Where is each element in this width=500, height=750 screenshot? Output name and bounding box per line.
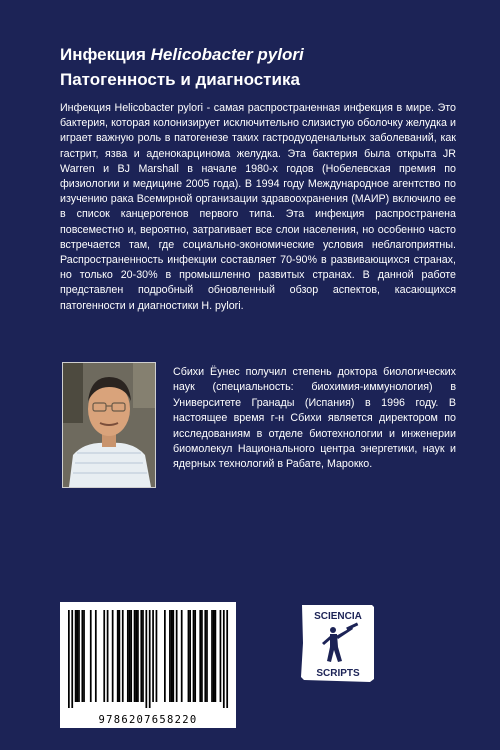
barcode-bar <box>189 610 191 702</box>
barcode-bar <box>134 610 136 702</box>
barcode-bar <box>204 610 206 702</box>
barcode-bar <box>135 610 137 702</box>
barcode-bar <box>181 610 183 702</box>
barcode-bar <box>127 610 129 702</box>
barcode-bar <box>188 610 190 702</box>
barcode-bar <box>78 610 80 702</box>
author-photo <box>62 362 156 488</box>
barcode-bar <box>145 610 147 708</box>
barcode-bar <box>213 610 215 702</box>
barcode-bar <box>220 610 222 702</box>
barcode-bars <box>60 602 236 710</box>
barcode-bar <box>117 610 119 702</box>
barcode-bar <box>215 610 217 702</box>
barcode-bar <box>169 610 171 702</box>
sciencia-scripts-logo <box>300 603 376 683</box>
svg-text:SCRIPTS: SCRIPTS <box>316 668 360 679</box>
isbn-number: 9786207658220 <box>98 714 198 726</box>
barcode-bar <box>81 610 83 702</box>
barcode-bar <box>206 610 208 702</box>
barcode-bar <box>137 610 139 702</box>
barcode-bar <box>211 610 213 702</box>
title-prefix: Инфекция <box>60 45 151 64</box>
svg-text:SCIENCIA: SCIENCIA <box>314 611 362 622</box>
barcode-bar <box>95 610 97 702</box>
barcode-bar <box>90 610 92 702</box>
barcode-bar <box>140 610 142 702</box>
barcode-bar <box>68 610 70 708</box>
barcode-bar <box>130 610 132 702</box>
barcode-bar <box>103 610 105 702</box>
title-line-1 <box>60 42 460 67</box>
barcode-bar <box>119 610 121 702</box>
barcode-bar <box>107 610 109 702</box>
barcode-bar <box>76 610 78 702</box>
barcode-bar <box>156 610 158 702</box>
barcode-bar <box>176 610 178 702</box>
barcode-bar <box>171 610 173 702</box>
barcode-bar <box>152 610 154 702</box>
book-title <box>60 42 460 92</box>
barcode-bar <box>223 610 225 708</box>
barcode-bar <box>199 610 201 702</box>
barcode-bar <box>193 610 195 702</box>
isbn-barcode <box>60 602 236 728</box>
barcode-bar <box>226 610 228 708</box>
barcode-bar <box>164 610 166 702</box>
barcode-bar <box>71 610 73 708</box>
barcode-bar <box>75 610 77 702</box>
title-species: Helicobacter pylori <box>150 45 304 64</box>
barcode-bar <box>142 610 144 702</box>
book-abstract: Инфекция Helicobacter pylori - самая распространенная инфекция в мире. Это бактерия, которая колонизирует исключительно слизистую оболочку желудка и играет важную роль в патогенезе таких гастродуоденальных заболеваний, как гастрит, язва и аденокарцинома желудка. Эта бактерия была открыта JR Warren и BJ Marshall в начале 1980-х годов (Нобелевская премия по физиологии и медицине 2005 года). В 1994 году Международное агентство по изучению рака Всемирной организации здравоохранения (МАИР) включило ее в список канцерогенов первого типа. Эта инфекция распространена повсеместно и, вероятно, затрагивает все слои населения, но особенно часто встречается там, где социально-экономические условия неблагоприятны. Распространенность инфекции составляет 70-90% в развивающихся странах, но только 20-30% в промышленно развитых странах. В данной работе представлен подробный обновленный обзор аспектов, касающихся патогенности и диагностики H. pylori. <box>60 102 456 312</box>
barcode-bar <box>129 610 131 702</box>
barcode-bar <box>149 610 151 708</box>
barcode-bar <box>122 610 124 702</box>
title-line-2: Патогенность и диагностика <box>60 70 300 89</box>
author-bio: Сбихи Ёунес получил степень доктора биологических наук (специальность: биохимия-иммунология) в Университете Гранады (Испания) в 1996 году. В настоящее время г-н Сбихи является директором по исследованиям в отделе биотехнологии и инженерии биомолекул Национального центра энергетики, наук и ядерных технологий в Рабате, Марокко. <box>173 366 456 471</box>
barcode-bar <box>112 610 114 702</box>
barcode-bar <box>172 610 174 702</box>
barcode-bar <box>83 610 85 702</box>
barcode-bar <box>201 610 203 702</box>
barcode-bar <box>194 610 196 702</box>
